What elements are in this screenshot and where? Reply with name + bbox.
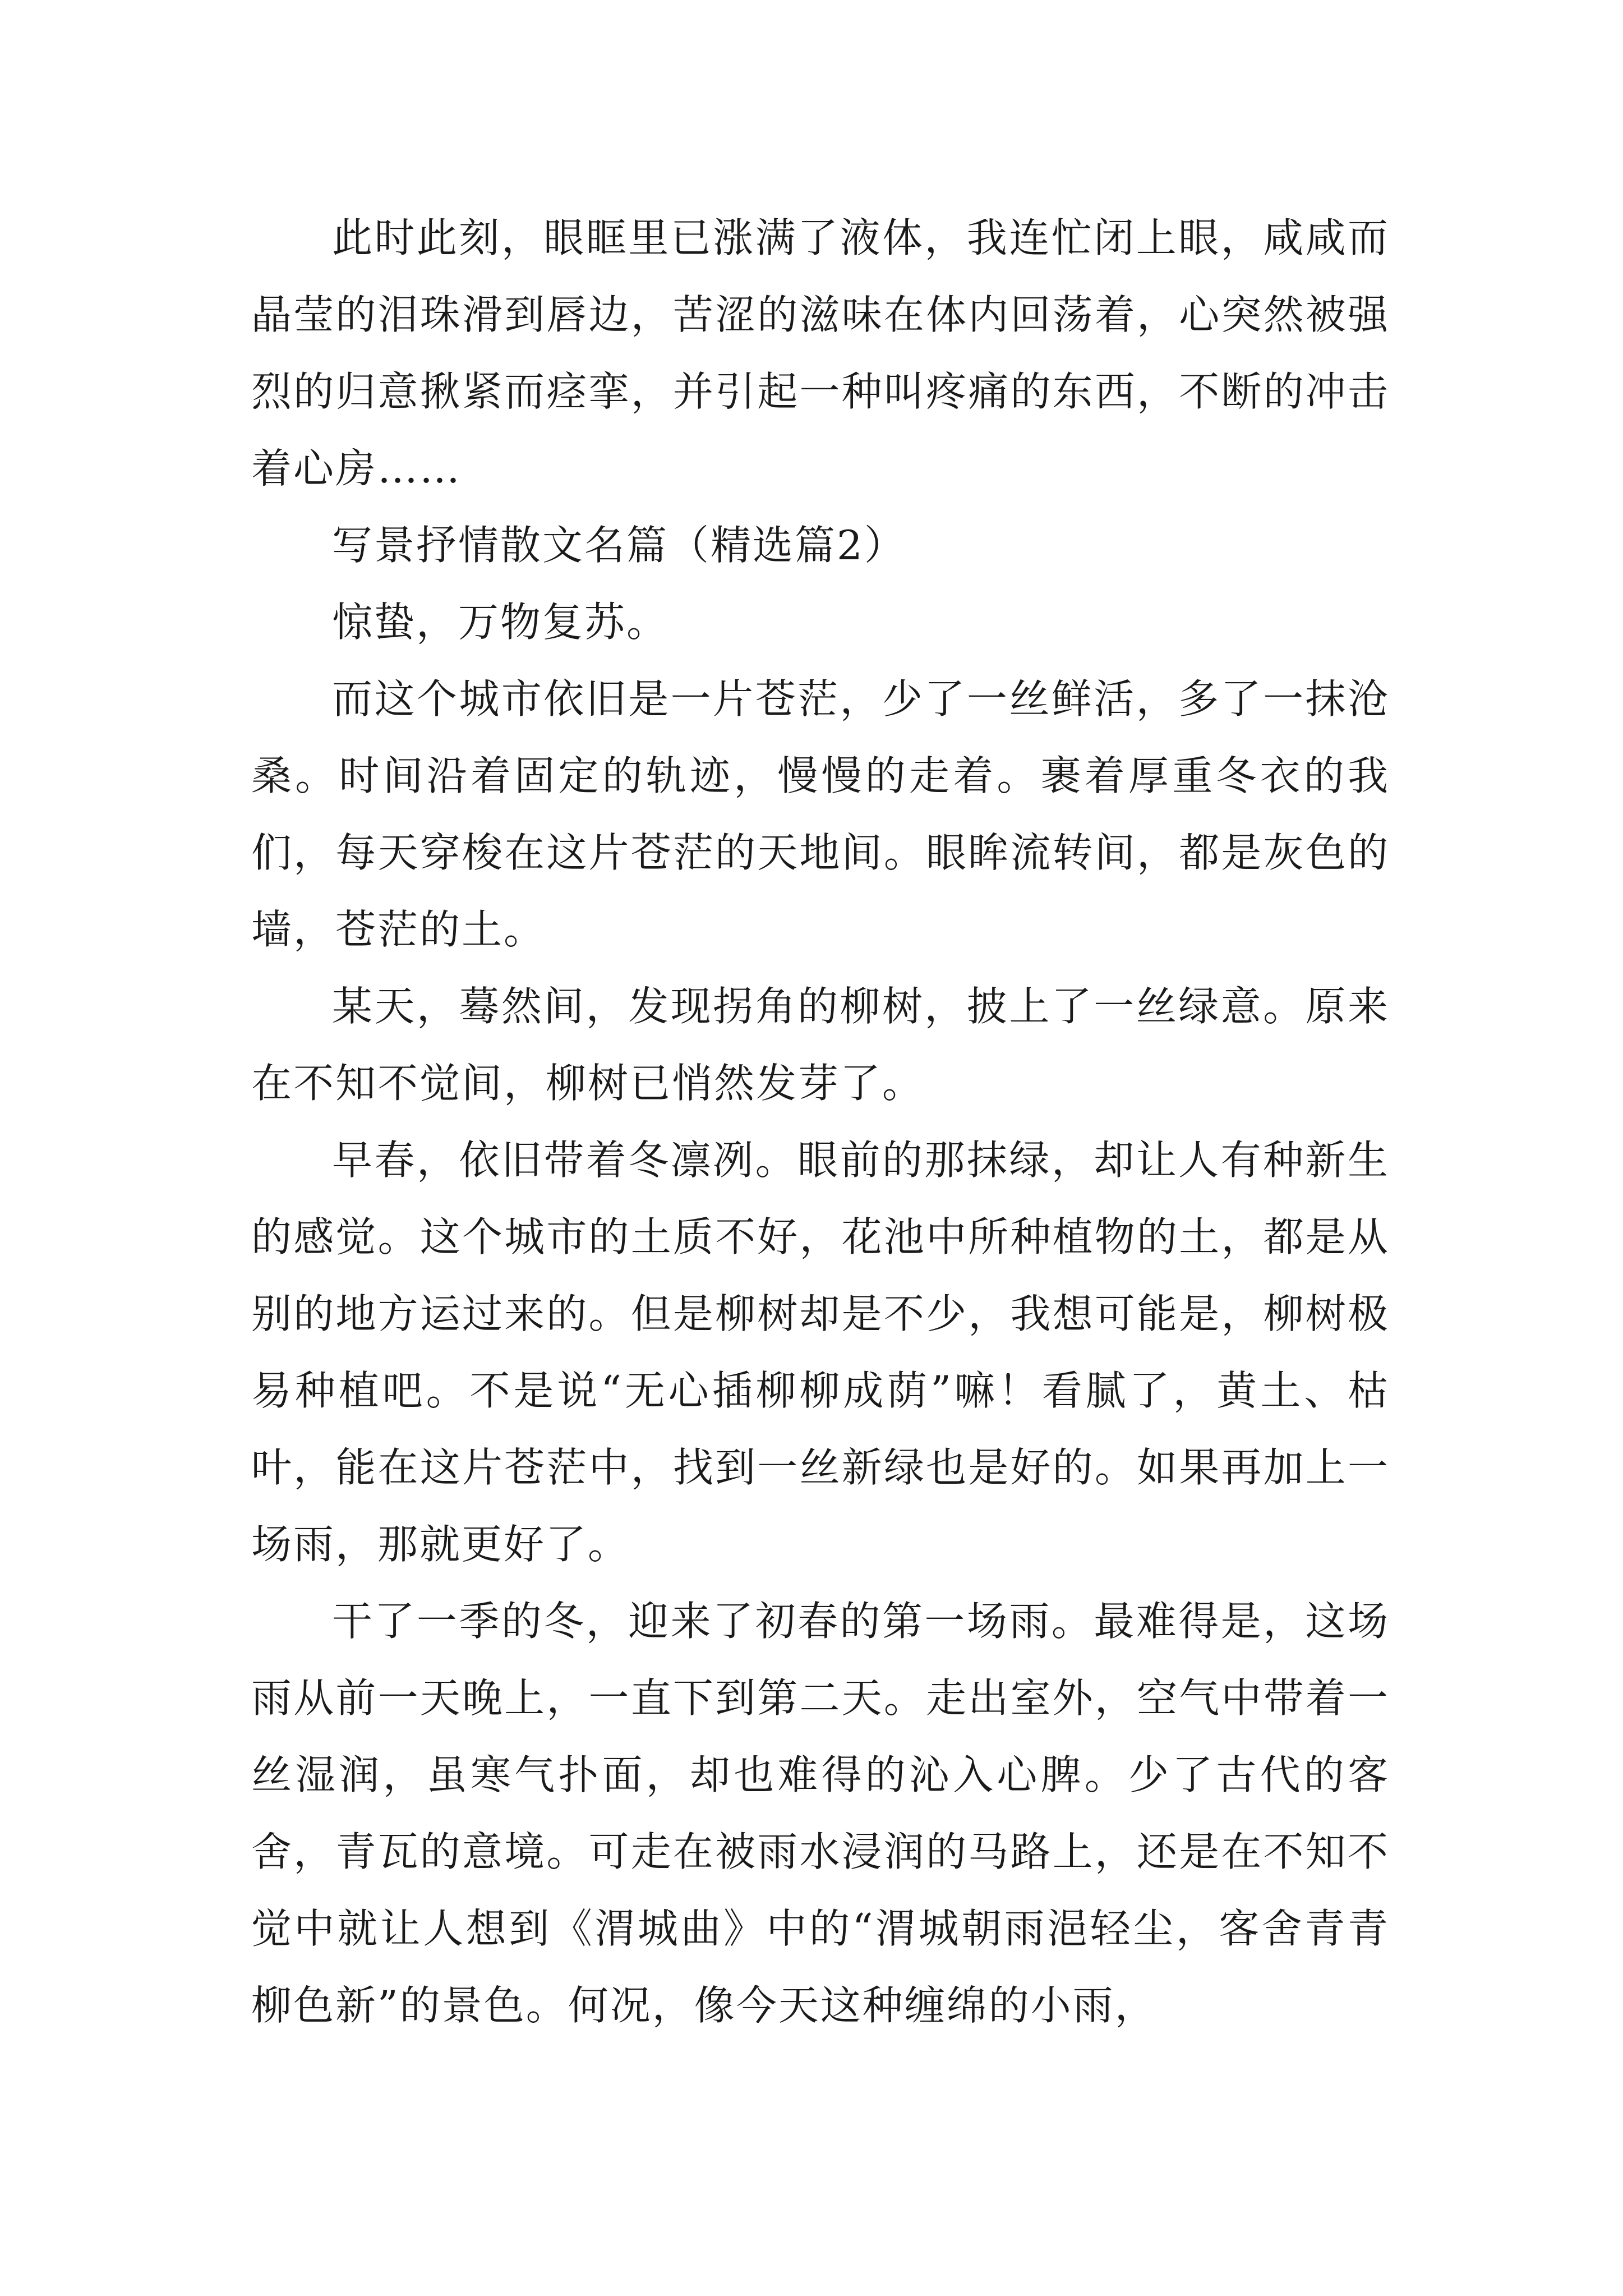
paragraph-5: 早春，依旧带着冬凛冽。眼前的那抹绿，却让人有种新生的感觉。这个城市的土质不好，花池中所种植物的土，都是从别的地方运过来的。但是柳树却是不少，我想可能是，柳树极易种植吧。不是说“无心插柳柳成荫”嘛！看腻了，黄土、枯叶，能在这片苍茫中，找到一丝新绿也是好的。如果再加上一场雨，那就更好了。	[251, 1137, 1390, 1568]
paragraph-4: 某天，蓦然间，发现拐角的柳树，披上了一丝绿意。原来在不知不觉间，柳树已悄然发芽了。	[251, 983, 1390, 1107]
paragraph-2: 惊蛰，万物复苏。	[332, 599, 669, 646]
section-heading: 写景抒情散文名篇（精选篇2）	[332, 522, 906, 569]
paragraph-1: 此时此刻，眼眶里已涨满了液体，我连忙闭上眼，咸咸而晶莹的泪珠滑到唇边，苦涩的滋味在体内回荡着，心突然被强烈的归意揪紧而痉挛，并引起一种叫疼痛的东西，不断的冲击着心房……	[251, 214, 1390, 492]
paragraph-6: 干了一季的冬，迎来了初春的第一场雨。最难得是，这场雨从前一天晚上，一直下到第二天。走出室外，空气中带着一丝湿润，虽寒气扑面，却也难得的沁入心脾。少了古代的客舍，青瓦的意境。可走在被雨水浸润的马路上，还是在不知不觉中就让人想到《渭城曲》中的“渭城朝雨浥轻尘，客舍青青柳色新”的景色。何况，像今天这种缠绵的小雨，	[251, 1598, 1390, 2029]
article-body	[251, 200, 1390, 2044]
paragraph-3: 而这个城市依旧是一片苍茫，少了一丝鲜活，多了一抹沧桑。时间沿着固定的轨迹，慢慢的走着。裹着厚重冬衣的我们，每天穿梭在这片苍茫的天地间。眼眸流转间，都是灰色的墙，苍茫的土。	[251, 675, 1390, 953]
